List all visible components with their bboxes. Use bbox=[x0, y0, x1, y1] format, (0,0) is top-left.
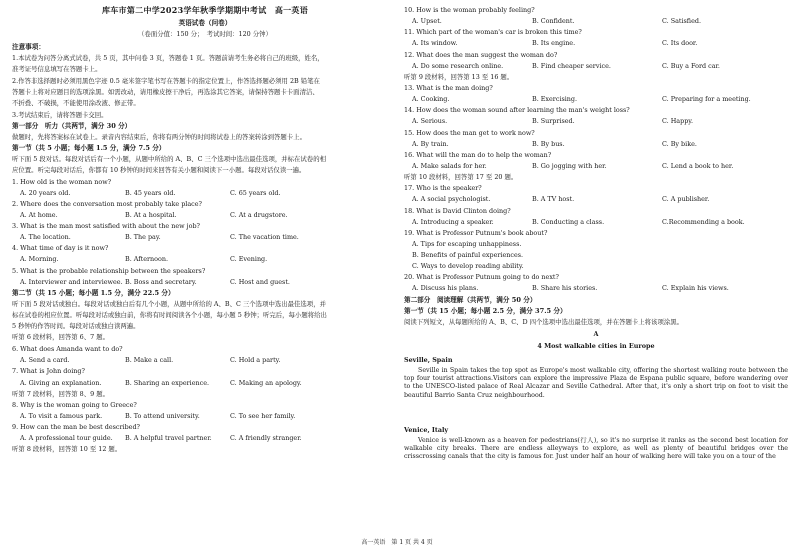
option-c[interactable]: C. Its door. bbox=[662, 39, 698, 47]
question-options bbox=[12, 211, 398, 219]
listening-material-label: 听第 7 段材料，回答第 8、9 题。 bbox=[12, 390, 110, 398]
option-b[interactable]: B. Afternoon. bbox=[125, 255, 168, 263]
listening-material-label: 听第 8 段材料，回答第 10 至 12 题。 bbox=[12, 445, 122, 453]
section1-instruction: 应位置。听完每段对话后，你都有 10 秒钟的时间来回答有关小题和阅读下一小题。每段对话仅读一遍。 bbox=[12, 166, 306, 174]
section2-heading: 第二节（共 15 小题；每小题 1.5 分，满分 22.5 分） bbox=[12, 289, 175, 297]
part2-instruction: 阅读下列短文，从每题所给的 A、B、C、D 四个选项中选出最佳选项，并在答题卡上将该项涂黑。 bbox=[404, 318, 684, 326]
question-options bbox=[404, 195, 788, 203]
question-text: 13. What is the man doing? bbox=[404, 84, 493, 92]
option-b[interactable]: B. Its engine. bbox=[532, 39, 576, 47]
question-text: 14. How does the woman sound after learning the man's weight loss? bbox=[404, 106, 630, 114]
question-options bbox=[404, 95, 788, 103]
option-a[interactable]: A. At home. bbox=[20, 211, 58, 219]
question-text: 6. What does Amanda want to do? bbox=[12, 345, 123, 353]
option-a[interactable]: A. Discuss his plans. bbox=[412, 284, 479, 292]
option-b[interactable]: B. Share his stories. bbox=[532, 284, 598, 292]
option-b[interactable]: B. The pay. bbox=[125, 233, 161, 241]
option-b[interactable]: B. Sharing an experience. bbox=[125, 379, 210, 387]
option-a[interactable]: A. Introducing a speaker. bbox=[412, 218, 494, 226]
option-c[interactable]: C. Making an apology. bbox=[230, 379, 302, 387]
option-c[interactable]: C. Lend a book to her. bbox=[662, 162, 734, 170]
section2-instruction: 5 秒钟的作答时间。每段对话或独白读两遍。 bbox=[12, 322, 140, 330]
option-b[interactable]: B. Find cheaper service. bbox=[532, 62, 611, 70]
question-options bbox=[404, 218, 788, 226]
option-b[interactable]: B. 45 years old. bbox=[125, 189, 176, 197]
question-options bbox=[404, 162, 788, 170]
option-a[interactable]: A. Interviewer and interviewee. bbox=[20, 278, 123, 286]
section1-instruction: 听下面 5 段对话。每段对话后有一个小题，从题中所给的 A、B、C 三个选项中选出最佳选项，并标在试卷的相 bbox=[12, 155, 326, 163]
question-text: 15. How does the man get to work now? bbox=[404, 129, 535, 137]
exam-meta: （卷面分值：150 分； 考试时间：120 分钟） bbox=[138, 30, 272, 38]
option-c[interactable]: C. Satisfied. bbox=[662, 17, 701, 25]
question-options bbox=[404, 39, 788, 47]
note-line: 准考证号信息填写在答题卡上。 bbox=[12, 65, 102, 73]
listening-material-label: 听第 10 段材料，回答第 17 至 20 题。 bbox=[404, 173, 518, 181]
question-text: 12. What does the man suggest the woman do? bbox=[404, 51, 558, 59]
option-b[interactable]: B. At a hospital. bbox=[125, 211, 177, 219]
option-b[interactable]: B. A TV host. bbox=[532, 195, 575, 203]
question-options bbox=[404, 140, 788, 148]
option-b[interactable]: B. Exercising. bbox=[532, 95, 578, 103]
listening-material-label: 听第 9 段材料，回答第 13 至 16 题。 bbox=[404, 73, 514, 81]
passage-paragraph: Venice is well-known as a heaven for pedestrians(行人), so it's no surprise it ranks as the second best location for walkable city breaks. There are endless alleyways to explore, as well as plenty of beautiful bridges over the crisscrossing canals that the city is famous for. Just under half an hour of walking here will take you on a tour of the bbox=[404, 437, 788, 461]
option-c[interactable]: C. A friendly stranger. bbox=[230, 434, 302, 442]
option-c[interactable]: C. The vacation time. bbox=[230, 233, 299, 241]
option-c[interactable]: C.Recommending a book. bbox=[662, 218, 745, 226]
question-text: 8. Why is the woman going to Greece? bbox=[12, 401, 137, 409]
question-text: 2. Where does the conversation most probably take place? bbox=[12, 200, 202, 208]
question-text: 10. How is the woman probably feeling? bbox=[404, 6, 535, 14]
notes-heading: 注意事项： bbox=[12, 43, 45, 51]
note-line: 3.考试结束后，请将答题卡交回。 bbox=[12, 111, 108, 119]
question-text: 17. Who is the speaker? bbox=[404, 184, 482, 192]
option-c[interactable]: C. Host and guest. bbox=[230, 278, 290, 286]
option-c[interactable]: C. At a drugstore. bbox=[230, 211, 288, 219]
section2-instruction: 标在试卷的相应位置。听每段对话或独白前，你将有时间阅读各个小题，每小题 5 秒钟；听完后，每小题将给出 bbox=[12, 311, 327, 319]
question-options bbox=[12, 356, 398, 364]
part2-section1-heading: 第一节（共 15 小题；每小题 2.5 分，满分 37.5 分） bbox=[404, 307, 567, 315]
note-line: 1.本试卷为问答分离式试卷，共 5 页，其中问卷 3 页，答题卷 1 页。答题前请考生务必将自己的班级，姓名， bbox=[12, 54, 324, 62]
option-c[interactable]: C. Preparing for a meeting. bbox=[662, 95, 751, 103]
option-a[interactable]: A. Upset. bbox=[412, 17, 442, 25]
part1-heading: 第一部分 听力（共两节，满分 30 分） bbox=[12, 122, 132, 130]
question-options bbox=[12, 379, 398, 387]
page-footer: 高一英语 第 1 页 共 4 页 bbox=[361, 539, 433, 546]
listening-material-label: 听第 6 段材料，回答第 6、7 题。 bbox=[12, 333, 110, 341]
option-b[interactable]: B. Conducting a class. bbox=[532, 218, 605, 226]
option-b[interactable]: B. Go jogging with her. bbox=[532, 162, 607, 170]
city-heading: Venice, Italy bbox=[404, 426, 449, 434]
note-line: 答题卡上将对应题目的选项涂黑。如需改动，请用橡皮擦干净后，再选涂其它答案，请保持答题卡卡面清洁、 bbox=[12, 88, 319, 96]
question-options bbox=[404, 62, 788, 70]
option-a[interactable]: A. A professional tour guide. bbox=[20, 434, 113, 442]
option-a[interactable]: A. Send a card. bbox=[20, 356, 70, 364]
question-text: 3. What is the man most satisfied with about the new job? bbox=[12, 222, 200, 230]
option-a[interactable]: A. 20 years old. bbox=[20, 189, 71, 197]
option-b[interactable]: B. By bus. bbox=[532, 140, 565, 148]
question-text: 16. What will the man do to help the woman? bbox=[404, 151, 552, 159]
option-a[interactable]: A. Make salads for her. bbox=[412, 162, 487, 170]
section2-instruction: 听下面 5 段对话或独白。每段对话或独白后有几个小题，从题中所给的 A、B、C 三个选项中选出最佳选项，并 bbox=[12, 300, 326, 308]
option-c[interactable]: C. To see her family. bbox=[230, 412, 296, 420]
option-c[interactable]: C. Evening. bbox=[230, 255, 268, 263]
section1-heading: 第一节（共 5 小题；每小题 1.5 分，满分 7.5 分） bbox=[12, 144, 166, 152]
option-a[interactable]: A. Do some research online. bbox=[412, 62, 504, 70]
question-options bbox=[12, 189, 398, 197]
option-a[interactable]: A. Its window. bbox=[412, 39, 458, 47]
question-text: 5. What is the probable relationship between the speakers? bbox=[12, 267, 206, 275]
option-a[interactable]: A. Giving an explanation. bbox=[20, 379, 102, 387]
option-c[interactable]: C. Explain his views. bbox=[662, 284, 729, 292]
note-line: 2.作答非选择题时必须用黑色字迹 0.5 毫米签字笔书写在答题卡的指定位置上，作答选择题必须用 2B 铅笔在 bbox=[12, 77, 320, 85]
question-text: 11. Which part of the woman's car is broken this time? bbox=[404, 28, 582, 36]
option-c[interactable]: C. Hold a party. bbox=[230, 356, 281, 364]
city-heading: Seville, Spain bbox=[404, 356, 453, 364]
question-options bbox=[12, 233, 398, 241]
option-a[interactable]: A. Tips for escaping unhappiness. bbox=[412, 240, 522, 248]
question-text: 7. What is John doing? bbox=[12, 367, 85, 375]
part1-intro: 做题时，先将答案标在试卷上。录音内容结束后，你将有两分钟的时间将试卷上的答案转涂到答题卡上。 bbox=[12, 133, 306, 141]
question-text: 4. What time of day is it now? bbox=[12, 244, 109, 252]
option-a[interactable]: A. Cooking. bbox=[412, 95, 450, 103]
question-options bbox=[12, 278, 398, 286]
option-c[interactable]: C. A publisher. bbox=[662, 195, 710, 203]
exam-title: 库车市第二中学2023学年秋季学期期中考试 高一英语 bbox=[101, 6, 309, 14]
note-line: 不折叠、不破损，不能使用涂改液、修正带。 bbox=[12, 99, 140, 107]
option-a[interactable]: A. The location. bbox=[20, 233, 71, 241]
question-text: 18. What is David Clinton doing? bbox=[404, 207, 511, 215]
option-c[interactable]: C. 65 years old. bbox=[230, 189, 281, 197]
option-c[interactable]: C. Happy. bbox=[662, 117, 694, 125]
option-b[interactable]: B. Confident. bbox=[532, 17, 575, 25]
option-a[interactable]: A. By train. bbox=[412, 140, 449, 148]
question-text: 20. What is Professor Putnum going to do next? bbox=[404, 273, 559, 281]
question-text: 19. What is Professor Putnum's book about? bbox=[404, 229, 548, 237]
option-b[interactable]: B. Boss and secretary. bbox=[125, 278, 197, 286]
option-b[interactable]: B. Make a call. bbox=[125, 356, 174, 364]
option-c[interactable]: C. By bike. bbox=[662, 140, 697, 148]
question-options bbox=[404, 117, 788, 125]
option-a[interactable]: A. Serious. bbox=[412, 117, 448, 125]
option-b[interactable]: B. Benefits of painful experiences. bbox=[412, 251, 524, 259]
question-options bbox=[12, 412, 398, 420]
passage-label: A bbox=[593, 330, 599, 338]
passage-title: 4 Most walkable cities in Europe bbox=[537, 342, 655, 350]
option-a[interactable]: A. A social psychologist. bbox=[412, 195, 491, 203]
option-b[interactable]: B. To attend university. bbox=[125, 412, 200, 420]
option-c[interactable]: C. Buy a Ford car. bbox=[662, 62, 720, 70]
question-options bbox=[12, 255, 398, 263]
question-options bbox=[12, 434, 398, 442]
question-text: 9. How can the man be best described? bbox=[12, 423, 140, 431]
option-a[interactable]: A. To visit a famous park. bbox=[20, 412, 103, 420]
part2-heading: 第二部分 阅读理解（共两节，满分 50 分） bbox=[404, 296, 537, 304]
option-a[interactable]: A. Morning. bbox=[20, 255, 59, 263]
option-b[interactable]: B. A helpful travel partner. bbox=[125, 434, 212, 442]
passage-paragraph: Seville in Spain takes the top spot as Europe's most walkable city, offering the shortest walking route between the top four tourist attractions.Visitors can explore the impressive Plaza de Espana public square, before wandering over to the UNESCO-listed palace of Real Alcazar and Seville Cathedral. After that, it's only a short trip on foot to visit the beautiful Barrio Santa Cruz neighbourhood. bbox=[404, 367, 788, 399]
option-c[interactable]: C. Ways to develop reading ability. bbox=[412, 262, 524, 270]
question-text: 1. How old is the woman now? bbox=[12, 178, 112, 186]
question-options bbox=[404, 17, 788, 25]
option-b[interactable]: B. Surprised. bbox=[532, 117, 575, 125]
exam-subtitle: 英语试卷（问卷） bbox=[178, 19, 232, 27]
question-options bbox=[404, 284, 788, 292]
